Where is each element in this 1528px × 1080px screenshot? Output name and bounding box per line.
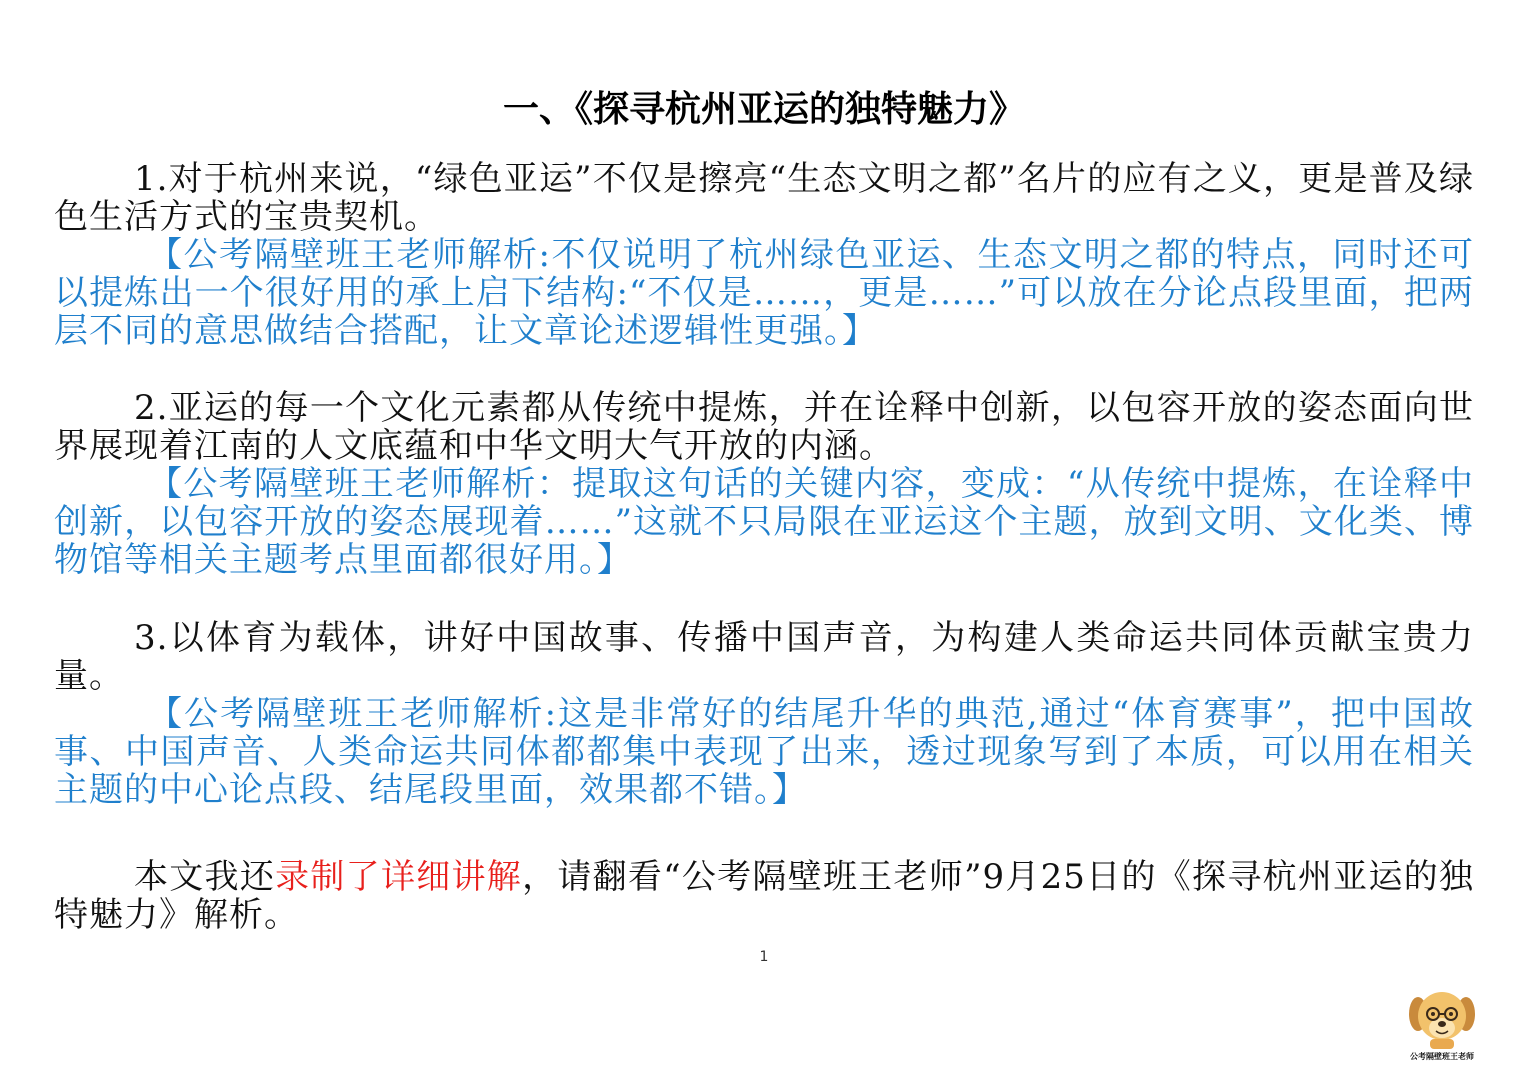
item-1-text: 1.对于杭州来说，“绿色亚运”不仅是擦亮“生态文明之都”名片的应有之义，更是普及绿色生活方式的宝贵契机。: [54, 159, 1474, 237]
closing-paragraph: [54, 858, 1474, 934]
closing-highlight: 录制了详细讲解: [275, 857, 523, 897]
section-item-1: [54, 160, 1474, 350]
closing-text: [54, 858, 1474, 934]
closing-text-before: 本文我还: [134, 857, 276, 897]
item-3-text: 3.以体育为载体，讲好中国故事、传播中国声音，为构建人类命运共同体贡献宝贵力量。: [54, 618, 1474, 696]
item-1-analysis: 【公考隔壁班王老师解析:不仅说明了杭州绿色亚运、生态文明之都的特点，同时还可以提炼出一个很好用的承上启下结构:“不仅是……，更是……”可以放在分论点段里面，把两层不同的意思做结合搭配，让文章论述逻辑性更强。】: [54, 235, 1474, 351]
item-2-text: 2.亚运的每一个文化元素都从传统中提炼，并在诠释中创新，以包容开放的姿态面向世界展现着江南的人文底蕴和中华文明大气开放的内涵。: [54, 388, 1474, 466]
item-2-analysis: 【公考隔壁班王老师解析：提取这句话的关键内容，变成：“从传统中提炼，在诠释中创新，以包容开放的姿态展现着……”这就不只局限在亚运这个主题，放到文明、文化类、博物馆等相关主题考点里面都很好用。】: [54, 464, 1474, 580]
section-item-3: [54, 619, 1474, 809]
section-item-2: [54, 389, 1474, 579]
page-title: 一、《探寻杭州亚运的独特魅力》: [502, 89, 1025, 130]
watermark-logo: [1400, 986, 1484, 1068]
page-number: 1: [759, 949, 769, 965]
closing-text-after: ，请翻看“公考隔壁班王老师”9月25日的《探寻杭州亚运的独特魅力》解析。: [54, 857, 1475, 935]
item-3-analysis: 【公考隔壁班王老师解析:这是非常好的结尾升华的典范,通过“体育赛事”，把中国故事、中国声音、人类命运共同体都都集中表现了出来，透过现象写到了本质，可以用在相关主题的中心论点段、结尾段里面，效果都不错。】: [54, 694, 1474, 810]
logo-caption: 公考隔壁班王老师: [1410, 1052, 1474, 1061]
dog-mascot-icon: [1406, 986, 1478, 1052]
